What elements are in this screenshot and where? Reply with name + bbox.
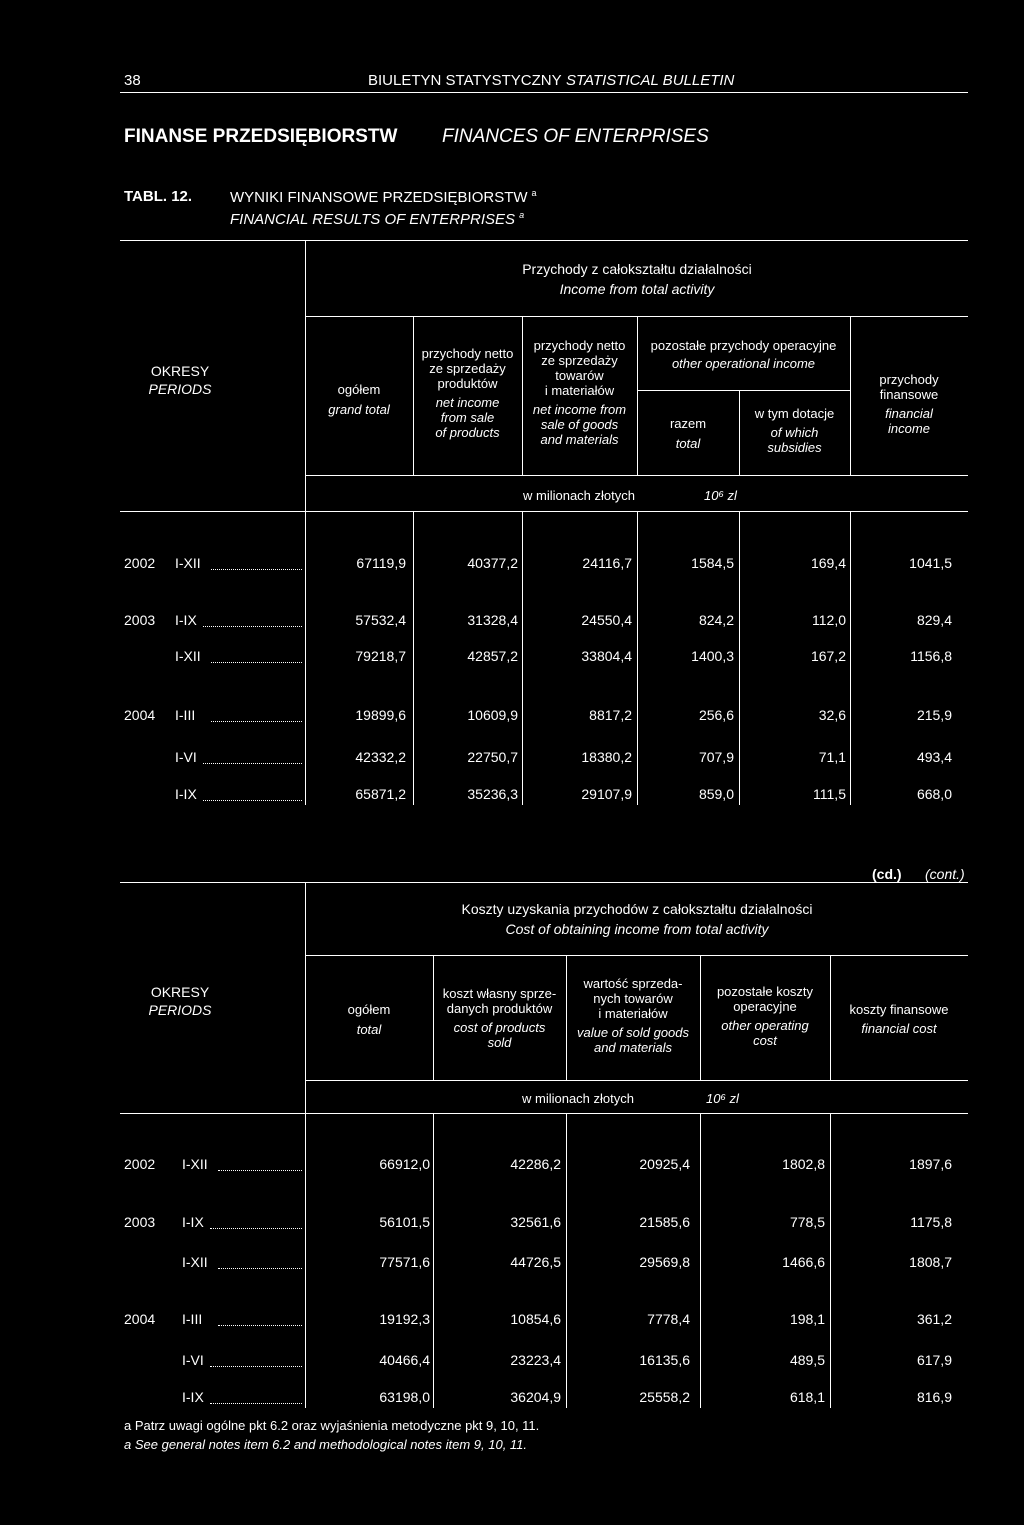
column-divider [637,512,638,805]
table-cell: 169,4 [810,555,846,571]
table1-col3-pl-line: towarów [555,368,604,383]
table-cell: 19899,6 [355,707,406,723]
table1-col6-en-line: financial [885,406,933,421]
table-cell: 10854,6 [510,1311,561,1327]
row-year: 2004 [124,707,156,723]
table-cell: 493,4 [916,749,952,765]
table1-col5-header [739,406,850,455]
table-cell: 18380,2 [581,749,632,765]
table-cell: 32561,6 [510,1214,561,1230]
table-cell: 1897,6 [909,1156,952,1172]
table2-col2-en-line: sold [487,1035,512,1050]
table1-top-rule [120,240,968,241]
table1-col6-pl-line: przychody [879,372,939,387]
table2-col3-pl-line: wartość sprzeda- [583,976,683,991]
table-cell: 67119,9 [356,555,406,571]
table1-unit-rule [120,511,968,512]
table-cell: 617,9 [916,1352,952,1368]
row-period: I-VI [175,749,197,765]
table2-periods-en: PERIODS [148,1002,212,1018]
row-period: I-XII [175,648,201,664]
row-period: I-IX [182,1389,204,1405]
footnote-pl: a Patrz uwagi ogólne pkt 6.2 oraz wyjaśnienia metodyczne pkt 9, 10, 11. [124,1418,540,1433]
table-cell: 10609,9 [467,707,518,723]
table-cell: 1041,5 [909,555,952,571]
column-divider [739,512,740,805]
table-cell: 31328,4 [467,612,518,628]
table1-col3-pl-line: i materiałów [544,383,615,398]
section-title-en: FINANCES OF ENTERPRISES [442,126,709,147]
table-cell: 19192,3 [379,1311,430,1327]
leader-dots [218,1325,302,1326]
table-cell: 66912,0 [379,1156,430,1172]
leader-dots [203,626,302,627]
table2-col5-pl: koszty finansowe [849,1002,949,1017]
table-cell: 25558,2 [639,1389,690,1405]
table1-col45-en: other operational income [671,356,816,371]
table-cell: 489,5 [789,1352,825,1368]
table1-col2-pl-line: ze sprzedaży [429,361,506,376]
table-cell: 7778,4 [647,1311,690,1327]
table-title-pl-text: WYNIKI FINANSOWE PRZEDSIĘBIORSTW [230,189,528,206]
table-cell: 24550,4 [581,612,632,628]
table2-group-rule [305,955,968,956]
table-cell: 40466,4 [379,1352,430,1368]
table-cell: 63198,0 [379,1389,430,1405]
table-cell: 42332,2 [355,749,406,765]
table1-col6-en-line: income [888,421,930,436]
table2-cont-en: (cont.) [925,866,965,882]
table2-col3-header [566,976,700,1055]
table1-col6-header [850,372,968,436]
table-cell: 215,9 [916,707,952,723]
table1-col4-pl: razem [669,416,707,431]
table-cell: 1584,5 [691,555,734,571]
table2-col2-en-line: cost of products [453,1020,546,1035]
table-cell: 1802,8 [782,1156,825,1172]
table1-subgroup-rule [637,390,850,391]
row-period: I-IX [175,612,197,628]
table2-unit-en: 10⁶ zl [706,1091,739,1106]
table-cell: 29569,8 [639,1254,690,1270]
table1-col5-en-line: subsidies [767,440,822,455]
table2-col2-pl-line: danych produktów [446,1001,553,1016]
bulletin-title-en: STATISTICAL BULLETIN [566,72,735,89]
row-period: I-IX [182,1214,204,1230]
table-cell: 198,1 [789,1311,825,1327]
table2-unit-rule [120,1113,968,1114]
table2-col5-en: financial cost [861,1021,937,1036]
row-period: I-XII [182,1156,208,1172]
column-divider [413,512,414,805]
table-cell: 824,2 [698,612,734,628]
table2-col4-en-line: cost [753,1033,777,1048]
footnote-en: a See general notes item 6.2 and methodological notes item 9, 10, 11. [124,1437,528,1452]
table-title-en [230,210,524,228]
table1-col2-header [413,346,522,440]
table2-col3-pl-line: i materiałów [598,1006,668,1021]
table2-header-rule [305,1080,968,1081]
leader-dots [211,569,302,570]
table-cell: 32,6 [818,707,846,723]
table2-col1-en: total [356,1022,382,1037]
table-cell: 1156,8 [910,648,952,664]
column-divider [700,1114,701,1408]
column-divider [850,512,851,805]
table1-col3-pl-line: przychody netto [533,338,626,353]
table2-group-pl: Koszty uzyskania przychodów z całokształtu działalności [461,901,813,917]
table-cell: 1808,7 [909,1254,952,1270]
table-cell: 8817,2 [589,707,632,723]
table2-col1-pl: ogółem [347,1002,391,1017]
leader-dots [218,1268,302,1269]
table1-periods-pl: OKRESY [150,363,210,379]
table1-col3-en-line: and materials [540,432,619,447]
leader-dots [203,800,302,801]
table2-cont-pl: (cd.) [872,866,902,882]
column-divider [305,1114,306,1408]
table2-col3-en-line: and materials [593,1040,673,1055]
table-cell: 77571,6 [379,1254,430,1270]
leader-dots [211,662,302,663]
table1-col3-pl-line: ze sprzedaży [541,353,618,368]
table1-periods-en: PERIODS [148,381,212,397]
table1-col1-pl: ogółem [337,382,381,397]
table2-col2-header [433,986,566,1050]
leader-dots [203,763,302,764]
row-period: I-VI [182,1352,204,1368]
row-period: I-XII [175,555,201,571]
column-divider [830,1114,831,1408]
row-year: 2003 [124,1214,156,1230]
table2-col3-en-line: value of sold goods [576,1025,690,1040]
leader-dots [218,1170,302,1171]
table1-group-pl: Przychody z całokształtu działalności [522,261,752,277]
leader-dots [210,1366,302,1367]
row-year: 2002 [124,1156,156,1172]
table1-col6-pl-line: finansowe [879,387,939,402]
table2-col4-en-line: other operating [721,1018,809,1033]
column-divider [566,1114,567,1408]
row-period: I-IX [175,786,197,802]
leader-dots [210,1403,302,1404]
table-cell: 668,0 [916,786,952,802]
row-period: I-XII [182,1254,208,1270]
table1-col2-en-line: net income [435,395,500,410]
table-cell: 21585,6 [639,1214,690,1230]
leader-dots [210,1228,302,1229]
table-cell: 20925,4 [639,1156,690,1172]
table1-group-en: Income from total activity [559,281,715,297]
table-cell: 618,1 [789,1389,825,1405]
table-cell: 167,2 [810,648,846,664]
table2-col5-header [830,1002,968,1036]
table1-col3-en-line: net income from [532,402,627,417]
table1-col2-pl-line: produktów [437,376,498,391]
table-cell: 829,4 [916,612,952,628]
row-year: 2004 [124,1311,156,1327]
table-cell: 111,5 [813,786,846,802]
table-cell: 1466,6 [782,1254,825,1270]
row-period: I-III [182,1311,203,1327]
table1-header-rule [305,475,968,476]
table2-periods-pl: OKRESY [150,984,210,1000]
table-cell: 859,0 [698,786,734,802]
table1-col3-header [522,338,637,447]
table-cell: 33804,4 [581,648,632,664]
page-number: 38 [124,72,141,89]
row-year: 2003 [124,612,156,628]
table-cell: 56101,5 [379,1214,430,1230]
table2-col2-pl-line: koszt własny sprze- [442,986,557,1001]
table-cell: 57532,4 [355,612,406,628]
table-cell: 112,0 [812,612,846,628]
table-cell: 1175,8 [910,1214,952,1230]
table-cell: 1400,3 [691,648,734,664]
table1-col3-en-line: sale of goods [540,417,619,432]
footnote-mark: a [531,188,537,198]
table-cell: 79218,7 [355,648,406,664]
table1-col1-en: grand total [328,402,390,417]
table2-col4-header [700,984,830,1048]
table-cell: 816,9 [916,1389,952,1405]
table2-col3-pl-line: nych towarów [593,991,673,1006]
table-cell: 29107,9 [581,786,632,802]
table2-top-rule [120,882,968,883]
table1-col4-en: total [675,436,701,451]
table-cell: 778,5 [789,1214,825,1230]
table1-col2-en-line: from sale [440,410,495,425]
table-cell: 71,1 [818,749,846,765]
table-cell: 707,9 [698,749,734,765]
table2-col4-pl-line: pozostałe koszty [716,984,814,999]
table-cell: 36204,9 [510,1389,561,1405]
table2-group-en: Cost of obtaining income from total activity [505,921,769,937]
table-cell: 42286,2 [510,1156,561,1172]
table1-col2-en-line: of products [435,425,500,440]
table-cell: 22750,7 [467,749,518,765]
table-cell: 42857,2 [467,648,518,664]
leader-dots [211,721,302,722]
table-cell: 65871,2 [355,786,406,802]
table1-col5-en-line: of which [770,425,819,440]
table1-col45-pl: pozostałe przychody operacyjne [650,338,837,353]
column-divider [522,512,523,805]
table-cell: 256,6 [698,707,734,723]
table-cell: 361,2 [916,1311,952,1327]
header-rule [120,92,968,93]
section-title-pl: FINANSE PRZEDSIĘBIORSTW [124,126,398,147]
column-divider [433,1114,434,1408]
table2-unit-pl: w milionach złotych [522,1091,634,1106]
table-cell: 40377,2 [467,555,518,571]
footnote-mark: a [519,210,525,220]
table1-col2-pl-line: przychody netto [421,346,514,361]
row-year: 2002 [124,555,156,571]
table2-col4-pl-line: operacyjne [733,999,797,1014]
table-title-pl [230,188,537,206]
table-cell: 35236,3 [467,786,518,802]
bulletin-title-pl: BIULETYN STATYSTYCZNY [368,72,562,89]
column-divider [305,512,306,805]
table1-unit-en: 10⁶ zl [704,488,737,503]
table-cell: 23223,4 [510,1352,561,1368]
table-title-en-text: FINANCIAL RESULTS OF ENTERPRISES [230,211,516,228]
table1-unit-pl: w milionach złotych [523,488,635,503]
table-label: TABL. 12. [124,188,193,205]
table1-col5-pl: w tym dotacje [754,406,835,421]
table-cell: 16135,6 [639,1352,690,1368]
row-period: I-III [175,707,196,723]
table-cell: 44726,5 [510,1254,561,1270]
table-cell: 24116,7 [582,555,632,571]
